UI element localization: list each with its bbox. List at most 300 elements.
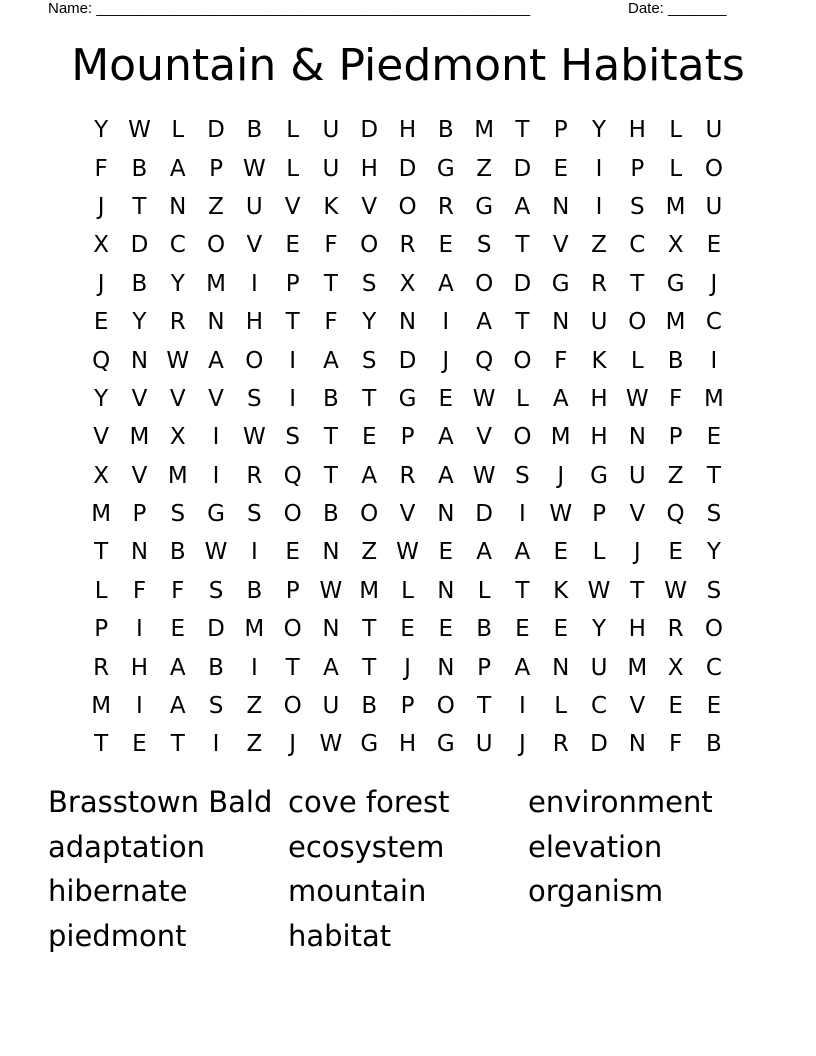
grid-letter: U <box>245 193 263 220</box>
grid-letter: U <box>322 117 340 144</box>
grid-letter: Z <box>591 232 607 259</box>
grid-letter: T <box>362 385 377 412</box>
grid-letter: Y <box>170 270 185 297</box>
grid-letter: J <box>557 462 565 489</box>
grid-letter: A <box>437 424 454 451</box>
grid-letter: W <box>319 731 343 758</box>
grid-letter: F <box>324 232 338 259</box>
grid-letter: Q <box>283 462 302 489</box>
grid-letter: G <box>666 270 685 297</box>
grid-letter: R <box>246 462 263 489</box>
name-field: Name: ____________________________________________________ <box>48 0 531 17</box>
grid-letter: Q <box>475 347 494 374</box>
grid-letter: S <box>630 193 645 220</box>
word-list-item: ecosystem <box>288 829 445 864</box>
grid-letter: S <box>208 693 224 720</box>
grid-letter: C <box>629 232 646 259</box>
grid-letter: V <box>629 501 646 528</box>
grid-letter: X <box>667 654 684 681</box>
grid-row <box>82 572 734 610</box>
grid-letter: P <box>668 424 683 451</box>
word-list-item: Brasstown Bald <box>48 785 273 819</box>
grid-letter: F <box>324 309 338 336</box>
grid-row <box>82 418 734 456</box>
grid-row <box>82 648 734 686</box>
grid-letter: N <box>169 193 187 220</box>
word-list-item: piedmont <box>48 918 187 953</box>
grid-letter: M <box>167 462 188 489</box>
grid-letter: M <box>129 424 150 451</box>
grid-letter: A <box>514 539 531 566</box>
grid-letter: P <box>592 501 606 528</box>
grid-letter: N <box>322 539 340 566</box>
word-list-item: adaptation <box>48 829 206 864</box>
grid-letter: T <box>285 309 300 336</box>
word-list-item: cove forest <box>288 785 450 819</box>
grid-letter: U <box>322 693 340 720</box>
grid-letter: A <box>169 693 186 720</box>
grid-letter: U <box>322 155 340 182</box>
grid-letter: O <box>206 232 226 259</box>
grid-letter: S <box>208 577 224 604</box>
grid-letter: Y <box>94 117 109 144</box>
grid-letter: W <box>166 347 190 374</box>
grid-letter: T <box>94 539 109 566</box>
grid-letter: M <box>206 270 226 297</box>
grid-letter: A <box>208 347 224 374</box>
grid-letter: G <box>590 462 608 489</box>
grid-letter: P <box>553 117 568 144</box>
grid-letter: B <box>131 155 148 182</box>
grid-letter: E <box>706 693 722 720</box>
grid-letter: V <box>246 232 263 259</box>
grid-letter: J <box>519 731 526 758</box>
grid-letter: W <box>242 155 266 182</box>
grid-letter: N <box>207 309 225 336</box>
grid-letter: B <box>246 577 263 604</box>
grid-letter: Y <box>362 309 377 336</box>
grid-row <box>82 188 734 226</box>
grid-letter: P <box>400 693 415 720</box>
grid-letter: I <box>519 693 526 720</box>
grid-letter: B <box>706 731 722 758</box>
grid-letter: B <box>208 654 224 681</box>
grid-letter: C <box>705 309 722 336</box>
grid-letter: O <box>513 424 532 451</box>
grid-letter: H <box>360 155 378 182</box>
grid-letter: C <box>705 654 722 681</box>
grid-letter: A <box>169 155 186 182</box>
word-list-item: environment <box>528 785 713 819</box>
grid-letter: W <box>587 577 611 604</box>
grid-letter: I <box>136 616 143 643</box>
grid-letter: U <box>590 309 608 336</box>
grid-letter: V <box>169 385 186 412</box>
grid-letter: H <box>398 117 417 144</box>
grid-letter: O <box>475 270 494 297</box>
grid-letter: I <box>519 501 526 528</box>
grid-letter: M <box>91 693 112 720</box>
grid-letter: P <box>132 501 147 528</box>
grid-letter: F <box>668 731 683 758</box>
grid-letter: E <box>170 616 186 643</box>
grid-letter: R <box>93 654 110 681</box>
grid-letter: D <box>207 616 225 643</box>
grid-letter: W <box>664 577 687 604</box>
word-list-item: elevation <box>528 829 663 864</box>
grid-letter: D <box>475 501 493 528</box>
grid-letter: R <box>552 731 569 758</box>
grid-letter: G <box>551 270 570 297</box>
grid-letter: B <box>246 117 263 144</box>
grid-letter: P <box>400 424 415 451</box>
grid-letter: J <box>97 270 105 297</box>
grid-letter: N <box>552 654 570 681</box>
grid-letter: P <box>630 155 645 182</box>
grid-letter: M <box>665 193 686 220</box>
grid-letter: W <box>204 539 228 566</box>
grid-letter: F <box>94 155 108 182</box>
word-list-item: hibernate <box>48 874 188 909</box>
grid-letter: P <box>209 155 223 182</box>
grid-letter: N <box>130 539 149 566</box>
grid-letter: G <box>398 385 417 412</box>
grid-letter: A <box>514 193 531 220</box>
grid-letter: O <box>360 232 379 259</box>
grid-letter: U <box>590 654 608 681</box>
grid-letter: S <box>476 232 492 259</box>
grid-letter: U <box>705 193 723 220</box>
grid-letter: L <box>669 155 683 182</box>
grid-letter: V <box>361 193 378 220</box>
grid-letter: P <box>285 270 300 297</box>
grid-letter: I <box>212 462 220 489</box>
grid-row <box>82 457 734 495</box>
grid-letter: J <box>289 731 297 758</box>
grid-letter: T <box>515 232 530 259</box>
grid-letter: E <box>438 232 454 259</box>
grid-letter: V <box>131 385 148 412</box>
grid-letter: Z <box>208 193 224 220</box>
grid-letter: T <box>706 462 721 489</box>
grid-letter: X <box>93 232 110 259</box>
grid-letter: T <box>515 577 530 604</box>
grid-letter: S <box>706 577 722 604</box>
grid-letter: W <box>625 385 649 412</box>
grid-letter: O <box>283 693 302 720</box>
grid-letter: M <box>627 654 648 681</box>
grid-letter: U <box>475 731 493 758</box>
grid-letter: T <box>515 309 530 336</box>
grid-letter: B <box>323 385 339 412</box>
grid-letter: C <box>590 693 608 720</box>
grid-letter: N <box>628 731 646 758</box>
grid-letter: W <box>396 539 419 566</box>
grid-letter: D <box>513 270 532 297</box>
grid-letter: T <box>630 577 645 604</box>
grid-letter: O <box>628 309 647 336</box>
grid-letter: W <box>319 577 343 604</box>
grid-letter: V <box>552 232 569 259</box>
grid-letter: O <box>704 616 723 643</box>
grid-letter: N <box>437 577 455 604</box>
grid-letter: E <box>668 693 683 720</box>
grid-letter: K <box>591 347 607 374</box>
grid-letter: A <box>514 654 531 681</box>
grid-letter: J <box>633 539 641 566</box>
grid-letter: I <box>442 309 450 336</box>
grid-letter: A <box>361 462 378 489</box>
grid-letter: F <box>668 385 683 412</box>
grid-letter: L <box>630 347 644 374</box>
grid-letter: R <box>591 270 607 297</box>
grid-letter: Z <box>246 693 263 720</box>
grid-letter: E <box>553 155 568 182</box>
grid-letter: D <box>360 117 379 144</box>
grid-letter: H <box>590 385 608 412</box>
grid-row <box>82 303 734 341</box>
grid-letter: E <box>438 539 454 566</box>
grid-row <box>82 533 734 571</box>
grid-letter: E <box>285 232 300 259</box>
grid-letter: X <box>169 424 186 451</box>
grid-letter: M <box>665 309 686 336</box>
grid-letter: M <box>703 385 724 412</box>
grid-letter: T <box>362 654 377 681</box>
grid-letter: E <box>515 616 530 643</box>
grid-letter: V <box>208 385 224 412</box>
grid-letter: G <box>207 501 225 528</box>
grid-row <box>82 380 734 418</box>
grid-letter: S <box>170 501 186 528</box>
grid-letter: M <box>91 501 112 528</box>
grid-letter: B <box>169 539 186 566</box>
grid-letter: A <box>476 539 492 566</box>
grid-letter: H <box>590 424 608 451</box>
grid-letter: P <box>285 577 300 604</box>
grid-letter: U <box>705 117 723 144</box>
grid-letter: H <box>398 731 417 758</box>
grid-letter: T <box>515 117 530 144</box>
grid-letter: Z <box>667 462 684 489</box>
grid-letter: G <box>436 731 455 758</box>
grid-letter: C <box>169 232 186 259</box>
grid-letter: J <box>404 654 411 681</box>
grid-letter: A <box>323 347 339 374</box>
grid-letter: W <box>472 462 496 489</box>
grid-letter: G <box>360 731 379 758</box>
grid-letter: L <box>477 577 491 604</box>
grid-letter: B <box>131 270 148 297</box>
grid-letter: L <box>94 577 108 604</box>
grid-letter: O <box>704 155 723 182</box>
grid-letter: V <box>93 424 110 451</box>
grid-letter: T <box>323 424 338 451</box>
grid-letter: V <box>399 501 416 528</box>
grid-letter: E <box>93 309 109 336</box>
grid-letter: U <box>628 462 646 489</box>
grid-letter: A <box>552 385 569 412</box>
grid-letter: W <box>472 385 496 412</box>
grid-letter: N <box>552 309 570 336</box>
letter-grid <box>82 111 734 764</box>
grid-letter: S <box>285 424 300 451</box>
word-list-item: habitat <box>288 918 392 953</box>
grid-letter: B <box>667 347 684 374</box>
grid-letter: T <box>323 270 338 297</box>
grid-letter: X <box>667 232 684 259</box>
grid-letter: E <box>706 424 722 451</box>
grid-letter: D <box>207 117 225 144</box>
grid-letter: E <box>706 232 722 259</box>
grid-letter: T <box>477 693 492 720</box>
grid-letter: I <box>250 539 258 566</box>
grid-letter: Y <box>132 309 147 336</box>
grid-row <box>82 687 734 725</box>
grid-letter: E <box>553 539 568 566</box>
grid-letter: N <box>437 654 455 681</box>
grid-letter: N <box>552 193 570 220</box>
grid-letter: D <box>398 155 417 182</box>
grid-row <box>82 111 734 149</box>
grid-letter: D <box>590 731 608 758</box>
word-list-item: organism <box>528 874 664 909</box>
grid-letter: S <box>247 501 262 528</box>
grid-letter: B <box>323 501 339 528</box>
grid-letter: I <box>289 347 297 374</box>
grid-letter: O <box>398 193 417 220</box>
grid-letter: T <box>362 616 377 643</box>
grid-letter: O <box>513 347 532 374</box>
grid-letter: I <box>136 693 143 720</box>
grid-letter: O <box>245 347 264 374</box>
grid-letter: J <box>710 270 718 297</box>
grid-letter: X <box>93 462 110 489</box>
grid-letter: O <box>436 693 455 720</box>
grid-letter: T <box>94 731 109 758</box>
grid-row <box>82 610 734 648</box>
grid-letter: O <box>283 501 302 528</box>
grid-letter: F <box>554 347 568 374</box>
grid-row <box>82 265 734 303</box>
grid-letter: I <box>250 270 258 297</box>
grid-letter: L <box>669 117 683 144</box>
grid-letter: I <box>250 654 258 681</box>
grid-letter: A <box>437 270 454 297</box>
grid-letter: I <box>289 385 297 412</box>
grid-letter: E <box>400 616 415 643</box>
grid-letter: V <box>476 424 492 451</box>
grid-letter: T <box>132 193 147 220</box>
grid-letter: I <box>595 193 603 220</box>
grid-letter: M <box>244 616 265 643</box>
grid-letter: L <box>592 539 606 566</box>
grid-letter: R <box>437 193 454 220</box>
grid-letter: D <box>398 347 417 374</box>
grid-letter: A <box>169 654 186 681</box>
date-field: Date: _______ <box>628 0 727 17</box>
grid-letter: E <box>438 385 454 412</box>
grid-row <box>82 495 734 533</box>
grid-letter: P <box>94 616 109 643</box>
word-list <box>48 780 768 958</box>
grid-letter: R <box>169 309 186 336</box>
grid-letter: R <box>667 616 684 643</box>
grid-letter: K <box>553 577 569 604</box>
grid-letter: R <box>399 462 416 489</box>
grid-letter: B <box>476 616 492 643</box>
grid-letter: O <box>360 501 379 528</box>
grid-letter: M <box>474 117 495 144</box>
grid-letter: Y <box>591 117 607 144</box>
grid-letter: H <box>628 117 646 144</box>
grid-letter: Z <box>476 155 492 182</box>
grid-letter: T <box>323 462 338 489</box>
grid-letter: D <box>130 232 149 259</box>
grid-letter: E <box>438 616 454 643</box>
grid-letter: K <box>323 193 339 220</box>
grid-letter: L <box>286 155 300 182</box>
grid-letter: H <box>130 654 149 681</box>
grid-letter: J <box>97 193 105 220</box>
grid-letter: A <box>476 309 492 336</box>
grid-letter: S <box>361 347 377 374</box>
grid-letter: A <box>323 654 339 681</box>
grid-letter: E <box>285 539 300 566</box>
grid-letter: G <box>475 193 494 220</box>
grid-letter: E <box>361 424 377 451</box>
grid-letter: I <box>595 155 603 182</box>
grid-letter: L <box>554 693 568 720</box>
grid-letter: N <box>322 616 340 643</box>
grid-letter: F <box>171 577 185 604</box>
grid-letter: W <box>242 424 266 451</box>
grid-letter: Q <box>92 347 111 374</box>
grid-letter: R <box>399 232 416 259</box>
grid-letter: E <box>668 539 683 566</box>
grid-letter: E <box>132 731 147 758</box>
grid-letter: G <box>436 155 455 182</box>
grid-letter: Z <box>361 539 378 566</box>
grid-letter: O <box>283 616 302 643</box>
word-list-item: mountain <box>288 874 427 909</box>
grid-letter: W <box>128 117 151 144</box>
grid-letter: T <box>170 731 185 758</box>
grid-letter: T <box>630 270 645 297</box>
grid-row <box>82 725 734 763</box>
grid-letter: W <box>549 501 573 528</box>
grid-letter: N <box>437 501 455 528</box>
grid-letter: Z <box>246 731 263 758</box>
grid-letter: L <box>286 117 300 144</box>
grid-letter: F <box>132 577 147 604</box>
grid-letter: I <box>710 347 718 374</box>
grid-letter: S <box>706 501 722 528</box>
grid-letter: I <box>212 731 220 758</box>
grid-letter: H <box>628 616 646 643</box>
grid-row <box>82 149 734 187</box>
grid-letter: N <box>130 347 149 374</box>
grid-letter: P <box>477 654 492 681</box>
grid-letter: D <box>513 155 532 182</box>
grid-letter: L <box>401 577 414 604</box>
grid-letter: Y <box>591 616 607 643</box>
grid-letter: A <box>437 462 454 489</box>
grid-letter: V <box>629 693 646 720</box>
grid-letter: L <box>516 385 529 412</box>
grid-letter: E <box>553 616 568 643</box>
grid-letter: H <box>245 309 263 336</box>
